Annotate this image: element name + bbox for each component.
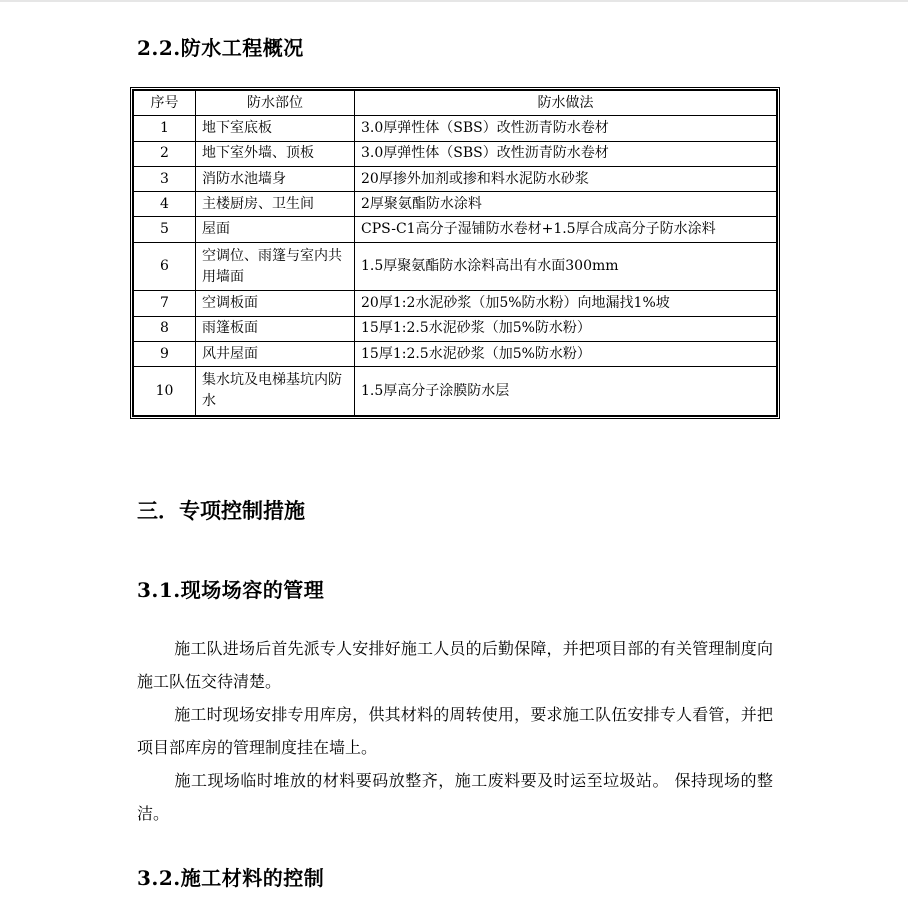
section-3-1-heading: 3.1.现场场容的管理 (137, 578, 325, 602)
paragraph (137, 698, 773, 764)
section-3-2-heading: 3.2.施工材料的控制 (137, 866, 325, 890)
row-part: 雨篷板面 (196, 316, 355, 341)
row-part: 屋面 (196, 217, 355, 242)
row-no: 6 (134, 242, 196, 291)
table-row (134, 116, 777, 141)
table-row (134, 291, 777, 316)
table-row (134, 217, 777, 242)
row-part: 消防水池墙身 (196, 166, 355, 191)
table-row (134, 316, 777, 341)
row-part: 空调位、雨篷与室内共用墙面 (196, 242, 355, 291)
row-part: 地下室外墙、顶板 (196, 141, 355, 166)
row-method: 1.5厚高分子涂膜防水层 (355, 367, 777, 416)
table-row (134, 367, 777, 416)
row-part: 风井屋面 (196, 341, 355, 366)
paragraph (137, 632, 773, 698)
paragraph-text: 施工时现场安排专用库房，供其材料的周转使用，要求施工队伍安排专人看管，并把项目部库房的管理制度挂在墙上。 (137, 705, 773, 757)
table-row (134, 141, 777, 166)
row-method: 2厚聚氨酯防水涂料 (355, 192, 777, 217)
row-no: 7 (134, 291, 196, 316)
table-header-row (134, 91, 777, 116)
row-method: 15厚1:2.5水泥砂浆（加5%防水粉） (355, 341, 777, 366)
row-method: 3.0厚弹性体（SBS）改性沥青防水卷材 (355, 116, 777, 141)
header-no: 序号 (134, 91, 196, 116)
row-no: 4 (134, 192, 196, 217)
row-method: 1.5厚聚氨酯防水涂料高出有水面300mm (355, 242, 777, 291)
header-part: 防水部位 (196, 91, 355, 116)
table-row (134, 192, 777, 217)
row-no: 2 (134, 141, 196, 166)
row-part: 地下室底板 (196, 116, 355, 141)
row-method: 3.0厚弹性体（SBS）改性沥青防水卷材 (355, 141, 777, 166)
row-part: 主楼厨房、卫生间 (196, 192, 355, 217)
paragraph-text: 施工现场临时堆放的材料要码放整齐，施工废料要及时运至垃圾站。 保持现场的整洁。 (137, 771, 773, 823)
section-2-2-heading: 2.2.防水工程概况 (137, 36, 304, 60)
row-no: 8 (134, 316, 196, 341)
row-method: 20厚掺外加剂或掺和料水泥防水砂浆 (355, 166, 777, 191)
page-top-rule (0, 0, 908, 2)
row-no: 10 (134, 367, 196, 416)
table-row (134, 242, 777, 291)
row-part: 集水坑及电梯基坑内防水 (196, 367, 355, 416)
paragraph-text: 施工队进场后首先派专人安排好施工人员的后勤保障，并把项目部的有关管理制度向施工队伍交待清楚。 (137, 639, 773, 691)
row-no: 5 (134, 217, 196, 242)
row-method: 15厚1:2.5水泥砂浆（加5%防水粉） (355, 316, 777, 341)
paragraph (137, 764, 773, 830)
chapter-3-heading: 三．专项控制措施 (137, 498, 305, 523)
table-row (134, 341, 777, 366)
row-part: 空调板面 (196, 291, 355, 316)
waterproofing-table (130, 87, 780, 419)
row-no: 1 (134, 116, 196, 141)
row-no: 3 (134, 166, 196, 191)
row-no: 9 (134, 341, 196, 366)
row-method: 20厚1:2水泥砂浆（加5%防水粉）向地漏找1%坡 (355, 291, 777, 316)
header-method: 防水做法 (355, 91, 777, 116)
table-row (134, 166, 777, 191)
row-method: CPS-C1高分子湿铺防水卷材+1.5厚合成高分子防水涂料 (355, 217, 777, 242)
